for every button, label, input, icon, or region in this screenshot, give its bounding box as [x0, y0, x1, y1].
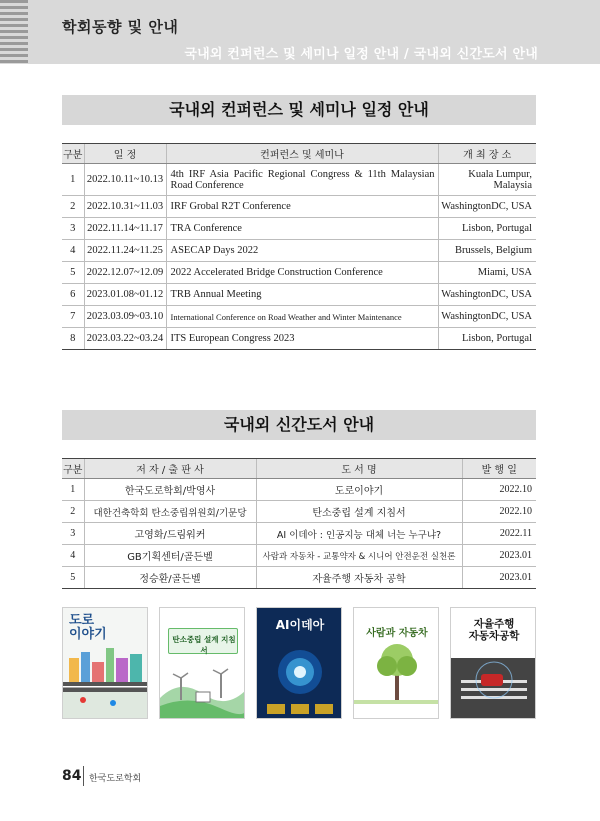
footer-divider [83, 766, 84, 786]
row-title: 자율주행 자동차 공학 [256, 567, 462, 589]
col-header-title: 도 서 명 [256, 459, 462, 479]
row-author: 대한건축학회 탄소중립위원회/기문당 [84, 501, 256, 523]
cover-title: 도로 이야기 [69, 613, 107, 642]
row-date: 2022.11.24~11.25 [84, 240, 166, 262]
row-conference: 2022 Accelerated Bridge Construction Conference [166, 262, 438, 284]
cover-title: 자율주행 자동차공학 [468, 618, 520, 642]
header-band [0, 0, 600, 64]
table-row [62, 479, 536, 501]
row-no: 4 [62, 545, 84, 567]
row-author: 정승환/골든벨 [84, 567, 256, 589]
row-title: 탄소중립 설계 지침서 [256, 501, 462, 523]
row-date: 2022.10.11~10.13 [84, 164, 166, 196]
row-no: 6 [62, 284, 84, 306]
row-place: Kuala Lumpur, Malaysia [438, 164, 536, 196]
table-row [62, 306, 536, 328]
col-header-no: 구분 [62, 459, 84, 479]
row-author: 한국도로학회/박영사 [84, 479, 256, 501]
col-header-place: 개 최 장 소 [438, 144, 536, 164]
page-number: 84 [62, 768, 82, 784]
row-conference: 4th IRF Asia Pacific Regional Congress & 11th Malaysian Road Conference [166, 164, 438, 196]
row-no: 1 [62, 479, 84, 501]
row-date: 2022.10 [462, 479, 536, 501]
table-row [62, 196, 536, 218]
row-date: 2023.01 [462, 545, 536, 567]
row-place: WashingtonDC, USA [438, 284, 536, 306]
col-header-date: 일 정 [84, 144, 166, 164]
car-illustration [451, 608, 536, 719]
row-no: 5 [62, 567, 84, 589]
table-row [62, 545, 536, 567]
table-row [62, 567, 536, 589]
book-covers [62, 607, 536, 719]
table-row [62, 328, 536, 350]
page-subtitle: 국내외 컨퍼런스 및 세미나 일정 안내 / 국내외 신간도서 안내 [184, 47, 538, 62]
row-no: 7 [62, 306, 84, 328]
table-row [62, 501, 536, 523]
row-date: 2023.01 [462, 567, 536, 589]
table-row [62, 523, 536, 545]
row-date: 2023.03.09~03.10 [84, 306, 166, 328]
row-author: GB기획센터/골든벨 [84, 545, 256, 567]
nature-illustration [160, 608, 245, 719]
row-date: 2022.11.14~11.17 [84, 218, 166, 240]
row-no: 2 [62, 501, 84, 523]
row-place: Lisbon, Portugal [438, 328, 536, 350]
col-header-conference: 컨퍼런스 및 세미나 [166, 144, 438, 164]
books-section-heading: 국내외 신간도서 안내 [62, 410, 536, 440]
row-place: Brussels, Belgium [438, 240, 536, 262]
books-table [62, 458, 536, 589]
row-author: 고영화/드림워커 [84, 523, 256, 545]
row-place: WashingtonDC, USA [438, 306, 536, 328]
cover-title: 사람과 자동차 [366, 628, 428, 639]
row-no: 5 [62, 262, 84, 284]
footer-org: 한국도로학회 [89, 774, 142, 784]
header-stripes [0, 0, 28, 64]
table-row [62, 240, 536, 262]
row-date: 2023.01.08~01.12 [84, 284, 166, 306]
cover-title: AI이데아 [275, 618, 325, 632]
row-place: Lisbon, Portugal [438, 218, 536, 240]
row-conference: TRB Annual Meeting [166, 284, 438, 306]
row-date: 2022.10.31~11.03 [84, 196, 166, 218]
row-title: AI 이데아 : 인공지능 대체 너는 누구냐? [256, 523, 462, 545]
table-row [62, 284, 536, 306]
col-header-author: 저 자 / 출 판 사 [84, 459, 256, 479]
book-cover-ai-idea [256, 607, 342, 719]
row-no: 3 [62, 218, 84, 240]
book-cover-carbon-neutral [159, 607, 245, 719]
row-date: 2022.12.07~12.09 [84, 262, 166, 284]
row-conference: TRA Conference [166, 218, 438, 240]
row-conference: International Conference on Road Weather and Winter Maintenance [166, 306, 438, 328]
row-date: 2022.11 [462, 523, 536, 545]
col-header-no: 구분 [62, 144, 84, 164]
row-title: 사람과 자동차 - 교통약자 & 시니어 안전운전 실천론 [256, 545, 462, 567]
table-row [62, 164, 536, 196]
cover-title: 탄소중립 설계 지침서 [172, 635, 236, 655]
row-no: 8 [62, 328, 84, 350]
tree-illustration [354, 608, 439, 719]
row-no: 2 [62, 196, 84, 218]
row-date: 2023.03.22~03.24 [84, 328, 166, 350]
table-row [62, 218, 536, 240]
row-place: WashingtonDC, USA [438, 196, 536, 218]
row-conference: IRF Grobal R2T Conference [166, 196, 438, 218]
table-header-row [62, 144, 536, 164]
row-no: 1 [62, 164, 84, 196]
conference-section-heading: 국내외 컨퍼런스 및 세미나 일정 안내 [62, 95, 536, 125]
table-header-row [62, 459, 536, 479]
col-header-date: 발 행 일 [462, 459, 536, 479]
row-no: 3 [62, 523, 84, 545]
conference-table [62, 143, 536, 350]
brain-illustration [257, 608, 342, 719]
book-cover-road-story [62, 607, 148, 719]
book-cover-autonomous-driving [450, 607, 536, 719]
city-illustration [63, 608, 148, 719]
row-date: 2022.10 [462, 501, 536, 523]
row-conference: ASECAP Days 2022 [166, 240, 438, 262]
row-conference: ITS European Congress 2023 [166, 328, 438, 350]
table-row [62, 262, 536, 284]
row-place: Miami, USA [438, 262, 536, 284]
row-title: 도로이야기 [256, 479, 462, 501]
row-no: 4 [62, 240, 84, 262]
page-title: 학회동향 및 안내 [62, 18, 179, 36]
book-cover-people-and-cars [353, 607, 439, 719]
